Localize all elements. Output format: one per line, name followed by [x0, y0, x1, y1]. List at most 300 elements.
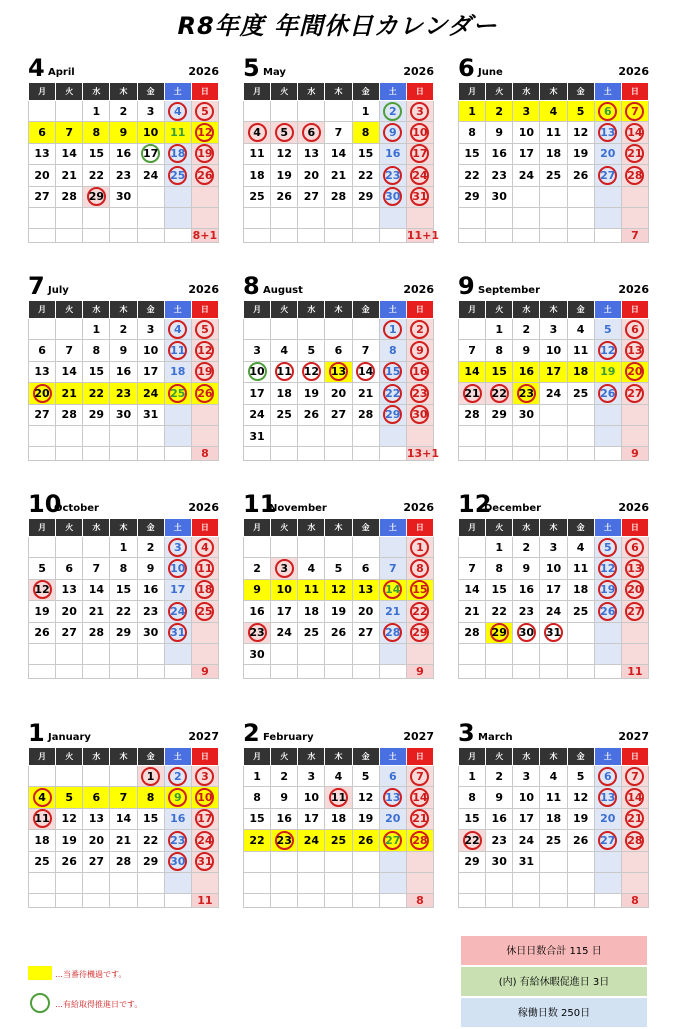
empty-cell	[83, 894, 110, 908]
day-cell	[83, 787, 110, 808]
day-number: 7	[631, 769, 639, 783]
day-number: 7	[631, 104, 639, 118]
month-name: August	[263, 285, 303, 296]
day-number: 14	[385, 583, 401, 597]
day-cell	[486, 787, 513, 808]
day-number: 27	[600, 833, 616, 847]
day-cell	[567, 383, 594, 404]
day-cell	[298, 622, 325, 643]
empty-cell	[352, 872, 379, 893]
day-cell	[83, 579, 110, 600]
day-number: 31	[518, 855, 534, 869]
day-cell	[298, 340, 325, 361]
day-number: 19	[572, 147, 589, 161]
day-number: 18	[249, 168, 265, 182]
empty-cell	[594, 404, 621, 425]
day-cell	[244, 579, 271, 600]
day-cell	[513, 766, 540, 787]
day-number: 9	[522, 344, 531, 358]
day-cell	[379, 122, 406, 143]
day-cell	[325, 143, 352, 164]
weekday-header: 金	[567, 83, 594, 101]
day-cell	[406, 143, 433, 164]
empty-cell	[325, 872, 352, 893]
day-cell	[621, 319, 648, 340]
empty-cell	[567, 425, 594, 446]
day-number: 16	[518, 583, 534, 597]
day-cell	[513, 601, 540, 622]
day-cell	[191, 165, 218, 186]
day-cell	[56, 579, 83, 600]
day-cell	[594, 361, 621, 382]
weekday-header: 月	[244, 83, 271, 101]
month-number: 12	[458, 490, 492, 518]
weekday-header: 金	[137, 519, 164, 537]
day-cell	[83, 601, 110, 622]
empty-cell	[271, 643, 298, 664]
day-cell	[594, 787, 621, 808]
day-number: 1	[468, 769, 476, 783]
day-number: 28	[330, 190, 347, 204]
day-cell	[83, 319, 110, 340]
day-number: 30	[115, 408, 132, 422]
month-header	[243, 270, 434, 300]
empty-cell	[244, 537, 271, 558]
day-number: 16	[491, 812, 507, 826]
day-cell	[244, 383, 271, 404]
day-number: 17	[142, 147, 159, 161]
day-cell	[486, 101, 513, 122]
day-cell	[486, 830, 513, 851]
empty-cell	[406, 207, 433, 228]
month-name: June	[478, 67, 503, 78]
day-cell	[486, 319, 513, 340]
day-cell	[406, 340, 433, 361]
day-number: 23	[276, 833, 292, 847]
day-number: 21	[357, 386, 374, 400]
legend-green-text: …有給取得推進日です。	[55, 1000, 143, 1009]
day-cell	[379, 361, 406, 382]
day-cell	[540, 340, 567, 361]
day-cell	[191, 537, 218, 558]
day-cell	[406, 122, 433, 143]
day-number: 14	[115, 812, 132, 826]
day-number: 26	[197, 168, 213, 182]
day-cell	[594, 143, 621, 164]
summary-paid-leave: (内) 有給休暇促進日 3日	[460, 966, 648, 997]
day-cell	[137, 404, 164, 425]
day-number: 13	[34, 365, 50, 379]
day-number: 30	[142, 626, 159, 640]
day-cell	[459, 101, 486, 122]
day-cell	[567, 808, 594, 829]
day-number: 8	[495, 562, 504, 576]
day-cell	[298, 830, 325, 851]
empty-cell	[298, 665, 325, 679]
day-cell	[137, 143, 164, 164]
weekday-header: 土	[594, 301, 621, 319]
day-cell	[56, 383, 83, 404]
day-number: 1	[495, 540, 504, 554]
day-cell	[164, 787, 191, 808]
day-cell	[459, 165, 486, 186]
day-cell	[486, 122, 513, 143]
day-cell	[164, 361, 191, 382]
empty-cell	[56, 665, 83, 679]
day-number: 4	[576, 322, 585, 336]
day-cell	[271, 186, 298, 207]
day-cell	[621, 383, 648, 404]
empty-cell	[325, 851, 352, 872]
day-cell	[56, 601, 83, 622]
day-number: 29	[412, 626, 428, 640]
day-cell	[271, 622, 298, 643]
empty-cell	[621, 851, 648, 872]
empty-cell	[567, 872, 594, 893]
empty-cell	[298, 207, 325, 228]
day-number: 13	[627, 344, 643, 358]
day-cell	[459, 186, 486, 207]
day-cell	[459, 404, 486, 425]
empty-cell	[83, 665, 110, 679]
day-cell	[110, 186, 137, 207]
day-cell	[164, 319, 191, 340]
day-cell	[379, 319, 406, 340]
day-number: 14	[357, 365, 374, 379]
day-number: 6	[603, 104, 612, 118]
day-cell	[164, 537, 191, 558]
day-number: 31	[545, 626, 562, 640]
day-number: 17	[249, 386, 265, 400]
empty-cell	[621, 622, 648, 643]
day-number: 20	[303, 168, 319, 182]
day-number: 19	[330, 604, 347, 618]
day-cell	[621, 165, 648, 186]
day-number: 12	[330, 583, 347, 597]
day-cell	[540, 143, 567, 164]
empty-cell	[244, 447, 271, 461]
day-number: 8	[253, 791, 261, 805]
empty-cell	[110, 229, 137, 243]
day-cell	[56, 361, 83, 382]
month-table	[458, 747, 649, 908]
day-number: 1	[361, 104, 370, 118]
day-number: 17	[545, 583, 562, 597]
day-cell	[110, 622, 137, 643]
weekday-header: 水	[513, 748, 540, 766]
day-cell	[594, 537, 621, 558]
day-number: 19	[303, 386, 319, 400]
empty-cell	[513, 894, 540, 908]
day-cell	[567, 537, 594, 558]
day-number: 21	[464, 604, 480, 618]
empty-cell	[352, 665, 379, 679]
day-cell	[486, 558, 513, 579]
empty-cell	[379, 851, 406, 872]
empty-cell	[352, 319, 379, 340]
day-number: 3	[522, 769, 531, 783]
day-number: 29	[491, 408, 507, 422]
day-number: 24	[545, 604, 562, 618]
day-cell	[164, 143, 191, 164]
day-cell	[567, 165, 594, 186]
empty-cell	[56, 319, 83, 340]
day-cell	[621, 830, 648, 851]
day-number: 23	[115, 386, 132, 400]
weekday-header: 土	[594, 83, 621, 101]
day-number: 13	[385, 791, 401, 805]
day-number: 28	[627, 168, 643, 182]
day-cell	[406, 808, 433, 829]
day-cell	[352, 622, 379, 643]
day-number: 4	[280, 344, 289, 358]
day-number: 10	[545, 562, 562, 576]
month-year: 2026	[618, 283, 649, 296]
weekday-header: 水	[298, 519, 325, 537]
day-number: 18	[170, 147, 186, 161]
month-header	[243, 717, 434, 747]
day-cell	[110, 537, 137, 558]
day-number: 26	[34, 626, 50, 640]
empty-cell	[325, 447, 352, 461]
weekday-header: 金	[352, 83, 379, 101]
empty-cell	[271, 229, 298, 243]
day-cell	[540, 165, 567, 186]
empty-cell	[137, 665, 164, 679]
day-number: 10	[142, 126, 159, 140]
weekday-header: 金	[352, 519, 379, 537]
day-cell	[379, 601, 406, 622]
day-number: 1	[468, 104, 476, 118]
empty-cell	[459, 229, 486, 243]
day-cell	[325, 361, 352, 382]
empty-cell	[298, 447, 325, 461]
day-cell	[29, 808, 56, 829]
empty-cell	[459, 319, 486, 340]
day-cell	[56, 558, 83, 579]
empty-cell	[352, 447, 379, 461]
day-cell	[621, 537, 648, 558]
empty-cell	[110, 665, 137, 679]
day-cell	[352, 383, 379, 404]
day-cell	[56, 787, 83, 808]
day-number: 5	[201, 104, 209, 118]
weekday-header: 水	[513, 83, 540, 101]
day-cell	[298, 579, 325, 600]
day-cell	[29, 622, 56, 643]
day-number: 21	[627, 812, 643, 826]
day-cell	[325, 383, 352, 404]
empty-cell	[567, 404, 594, 425]
weekday-header: 水	[83, 748, 110, 766]
day-cell	[83, 830, 110, 851]
empty-cell	[567, 894, 594, 908]
empty-cell	[486, 872, 513, 893]
day-cell	[164, 101, 191, 122]
day-cell	[352, 165, 379, 186]
empty-cell	[325, 229, 352, 243]
day-cell	[110, 579, 137, 600]
day-cell	[137, 383, 164, 404]
empty-cell	[29, 319, 56, 340]
empty-cell	[110, 207, 137, 228]
day-number: 7	[468, 344, 476, 358]
weekday-header: 月	[459, 748, 486, 766]
day-cell	[513, 101, 540, 122]
day-cell	[191, 383, 218, 404]
empty-cell	[298, 229, 325, 243]
empty-cell	[56, 537, 83, 558]
day-number: 27	[330, 408, 347, 422]
day-cell	[406, 537, 433, 558]
empty-cell	[298, 537, 325, 558]
day-number: 3	[280, 562, 289, 576]
day-number: 6	[38, 344, 46, 358]
day-cell	[137, 766, 164, 787]
day-number: 22	[115, 604, 132, 618]
day-cell	[244, 558, 271, 579]
day-number: 17	[170, 583, 186, 597]
empty-cell	[244, 851, 271, 872]
day-number: 3	[549, 322, 558, 336]
day-number: 25	[303, 626, 319, 640]
day-number: 5	[38, 562, 46, 576]
day-number: 19	[34, 604, 50, 618]
day-number: 13	[600, 791, 616, 805]
day-cell	[379, 101, 406, 122]
empty-cell	[83, 425, 110, 446]
empty-cell	[83, 229, 110, 243]
month-header	[28, 717, 219, 747]
month-header	[28, 270, 219, 300]
day-number: 31	[249, 429, 265, 443]
day-cell	[513, 579, 540, 600]
day-number: 20	[600, 812, 616, 826]
empty-cell	[513, 643, 540, 664]
day-cell	[164, 558, 191, 579]
empty-cell	[540, 643, 567, 664]
weekday-header: 水	[83, 301, 110, 319]
day-cell	[137, 787, 164, 808]
empty-cell	[137, 207, 164, 228]
day-number: 20	[88, 833, 104, 847]
weekday-header: 火	[56, 748, 83, 766]
day-cell	[83, 404, 110, 425]
day-number: 12	[357, 791, 374, 805]
day-number: 30	[385, 190, 401, 204]
day-number: 11	[545, 126, 562, 140]
empty-cell	[244, 229, 271, 243]
day-number: 16	[170, 812, 186, 826]
day-cell	[29, 830, 56, 851]
month-year: 2026	[403, 501, 434, 514]
empty-cell	[271, 425, 298, 446]
day-cell	[459, 787, 486, 808]
empty-cell	[137, 229, 164, 243]
empty-cell	[325, 207, 352, 228]
empty-cell	[29, 229, 56, 243]
day-number: 3	[173, 540, 182, 554]
day-number: 9	[146, 562, 155, 576]
weekday-header: 月	[29, 519, 56, 537]
day-number: 12	[600, 562, 616, 576]
empty-cell	[379, 872, 406, 893]
empty-cell	[191, 207, 218, 228]
month-march	[458, 717, 649, 908]
day-cell	[486, 622, 513, 643]
weekday-header: 木	[540, 83, 567, 101]
day-number: 29	[142, 855, 159, 869]
day-cell	[352, 340, 379, 361]
day-number: 26	[197, 386, 213, 400]
day-number: 2	[495, 104, 504, 118]
day-cell	[486, 143, 513, 164]
day-cell	[137, 601, 164, 622]
day-cell	[29, 186, 56, 207]
day-number: 27	[303, 190, 319, 204]
day-number: 29	[88, 190, 104, 204]
weekday-header: 月	[29, 301, 56, 319]
day-number: 18	[330, 812, 347, 826]
month-january	[28, 717, 219, 908]
day-cell	[352, 766, 379, 787]
day-number: 27	[357, 626, 374, 640]
empty-cell	[56, 872, 83, 893]
day-cell	[83, 122, 110, 143]
month-june	[458, 52, 649, 243]
weekday-header: 金	[567, 748, 594, 766]
day-number: 18	[34, 833, 50, 847]
empty-cell	[459, 537, 486, 558]
day-number: 19	[600, 365, 616, 379]
weekday-header: 月	[244, 519, 271, 537]
empty-cell	[513, 229, 540, 243]
day-cell	[540, 808, 567, 829]
weekday-header: 火	[271, 301, 298, 319]
month-header	[458, 717, 649, 747]
weekday-header: 金	[567, 519, 594, 537]
day-cell	[271, 808, 298, 829]
empty-cell	[110, 766, 137, 787]
day-cell	[29, 383, 56, 404]
empty-cell	[164, 665, 191, 679]
day-cell	[567, 579, 594, 600]
day-cell	[29, 601, 56, 622]
empty-cell	[298, 101, 325, 122]
day-cell	[110, 143, 137, 164]
day-cell	[164, 165, 191, 186]
day-number: 4	[334, 769, 343, 783]
empty-cell	[459, 665, 486, 679]
day-number: 2	[173, 769, 182, 783]
day-number: 28	[88, 626, 104, 640]
day-cell	[567, 340, 594, 361]
empty-cell	[137, 186, 164, 207]
empty-cell	[621, 404, 648, 425]
empty-cell	[459, 447, 486, 461]
day-number: 4	[576, 540, 585, 554]
empty-cell	[621, 425, 648, 446]
empty-cell	[83, 207, 110, 228]
month-table	[243, 747, 434, 908]
empty-cell	[56, 643, 83, 664]
day-number: 7	[65, 126, 74, 140]
empty-cell	[594, 894, 621, 908]
day-number: 24	[276, 626, 292, 640]
weekday-header: 木	[110, 748, 137, 766]
weekday-header: 月	[459, 83, 486, 101]
day-cell	[137, 622, 164, 643]
